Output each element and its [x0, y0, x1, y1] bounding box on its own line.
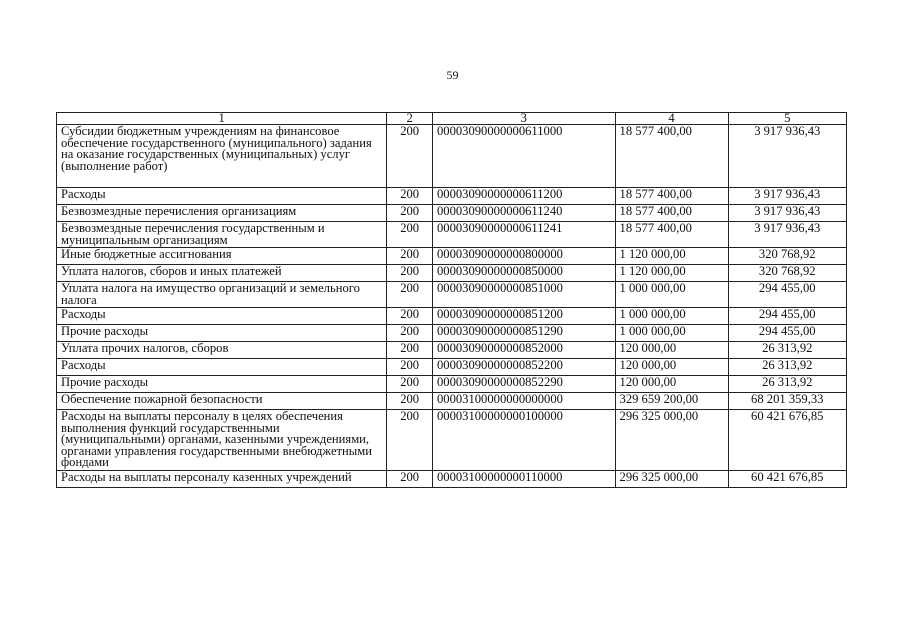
row-code: 200 [387, 359, 433, 376]
row-kbk: 00003090000000611241 [432, 222, 615, 248]
row-name: Расходы [57, 308, 387, 325]
row-kbk: 00003090000000852000 [432, 342, 615, 359]
row-fact: 3 917 936,43 [728, 222, 846, 248]
row-kbk: 00003090000000851200 [432, 308, 615, 325]
row-plan: 1 000 000,00 [615, 325, 728, 342]
row-kbk: 00003090000000852290 [432, 376, 615, 393]
row-kbk: 00003090000000851290 [432, 325, 615, 342]
row-kbk: 00003090000000611200 [432, 188, 615, 205]
row-kbk: 00003090000000851000 [432, 282, 615, 308]
row-name: Прочие расходы [57, 325, 387, 342]
table-row [57, 125, 847, 188]
row-plan: 1 120 000,00 [615, 248, 728, 265]
row-code: 200 [387, 308, 433, 325]
row-code: 200 [387, 205, 433, 222]
row-kbk: 00003090000000800000 [432, 248, 615, 265]
table-row [57, 470, 847, 487]
row-fact: 26 313,92 [728, 376, 846, 393]
header-col-2: 2 [387, 113, 433, 125]
row-fact: 320 768,92 [728, 248, 846, 265]
row-name: Уплата налогов, сборов и иных платежей [57, 265, 387, 282]
row-code: 200 [387, 125, 433, 188]
table-header-row [57, 113, 847, 125]
row-plan: 120 000,00 [615, 342, 728, 359]
row-plan: 120 000,00 [615, 376, 728, 393]
row-name: Субсидии бюджетным учреждениям на финансовое обеспечение государственного (муниципального) задания на оказание государственных (муниципальных) услуг (выполнение работ) [57, 125, 387, 188]
row-name: Прочие расходы [57, 376, 387, 393]
row-name: Иные бюджетные ассигнования [57, 248, 387, 265]
row-plan: 329 659 200,00 [615, 393, 728, 410]
row-name: Расходы на выплаты персоналу казенных учреждений [57, 470, 387, 487]
row-kbk: 00003100000000110000 [432, 470, 615, 487]
row-kbk: 00003090000000852200 [432, 359, 615, 376]
table-row [57, 325, 847, 342]
row-plan: 296 325 000,00 [615, 470, 728, 487]
row-kbk: 00003090000000611240 [432, 205, 615, 222]
row-plan: 18 577 400,00 [615, 205, 728, 222]
row-fact: 320 768,92 [728, 265, 846, 282]
row-plan: 18 577 400,00 [615, 125, 728, 188]
header-col-1: 1 [57, 113, 387, 125]
row-name: Расходы [57, 359, 387, 376]
row-fact: 60 421 676,85 [728, 410, 846, 471]
table-row [57, 222, 847, 248]
row-plan: 1 120 000,00 [615, 265, 728, 282]
row-name: Безвозмездные перечисления государственным и муниципальным организациям [57, 222, 387, 248]
row-name: Уплата налога на имущество организаций и земельного налога [57, 282, 387, 308]
table-row [57, 308, 847, 325]
table-row [57, 342, 847, 359]
table-row [57, 393, 847, 410]
row-code: 200 [387, 393, 433, 410]
row-code: 200 [387, 248, 433, 265]
row-fact: 3 917 936,43 [728, 205, 846, 222]
row-code: 200 [387, 188, 433, 205]
table-row [57, 410, 847, 471]
row-fact: 3 917 936,43 [728, 125, 846, 188]
row-name: Обеспечение пожарной безопасности [57, 393, 387, 410]
table-row [57, 265, 847, 282]
row-fact: 3 917 936,43 [728, 188, 846, 205]
row-plan: 296 325 000,00 [615, 410, 728, 471]
row-plan: 120 000,00 [615, 359, 728, 376]
row-code: 200 [387, 282, 433, 308]
row-plan: 1 000 000,00 [615, 282, 728, 308]
row-code: 200 [387, 410, 433, 471]
row-fact: 294 455,00 [728, 325, 846, 342]
row-name: Безвозмездные перечисления организациям [57, 205, 387, 222]
page-number: 59 [446, 68, 459, 82]
row-kbk: 00003090000000611000 [432, 125, 615, 188]
header-col-3: 3 [432, 113, 615, 125]
table-row [57, 359, 847, 376]
row-code: 200 [387, 222, 433, 248]
row-code: 200 [387, 470, 433, 487]
budget-execution-table [56, 112, 847, 488]
table-row [57, 282, 847, 308]
row-code: 200 [387, 376, 433, 393]
row-plan: 18 577 400,00 [615, 222, 728, 248]
table-row [57, 188, 847, 205]
table-row [57, 376, 847, 393]
table-row [57, 205, 847, 222]
row-fact: 60 421 676,85 [728, 470, 846, 487]
header-col-5: 5 [728, 113, 846, 125]
row-fact: 26 313,92 [728, 359, 846, 376]
table-row [57, 248, 847, 265]
row-name: Расходы [57, 188, 387, 205]
row-kbk: 00003100000000000000 [432, 393, 615, 410]
row-plan: 1 000 000,00 [615, 308, 728, 325]
row-fact: 294 455,00 [728, 282, 846, 308]
row-name: Уплата прочих налогов, сборов [57, 342, 387, 359]
row-plan: 18 577 400,00 [615, 188, 728, 205]
row-fact: 68 201 359,33 [728, 393, 846, 410]
header-col-4: 4 [615, 113, 728, 125]
row-kbk: 00003100000000100000 [432, 410, 615, 471]
row-kbk: 00003090000000850000 [432, 265, 615, 282]
row-fact: 294 455,00 [728, 308, 846, 325]
row-code: 200 [387, 325, 433, 342]
row-fact: 26 313,92 [728, 342, 846, 359]
row-name: Расходы на выплаты персоналу в целях обеспечения выполнения функций государственными (муниципальными) органами, казенными учреждениями, органами управления государственными внебюджетными фондами [57, 410, 387, 471]
row-code: 200 [387, 265, 433, 282]
row-code: 200 [387, 342, 433, 359]
